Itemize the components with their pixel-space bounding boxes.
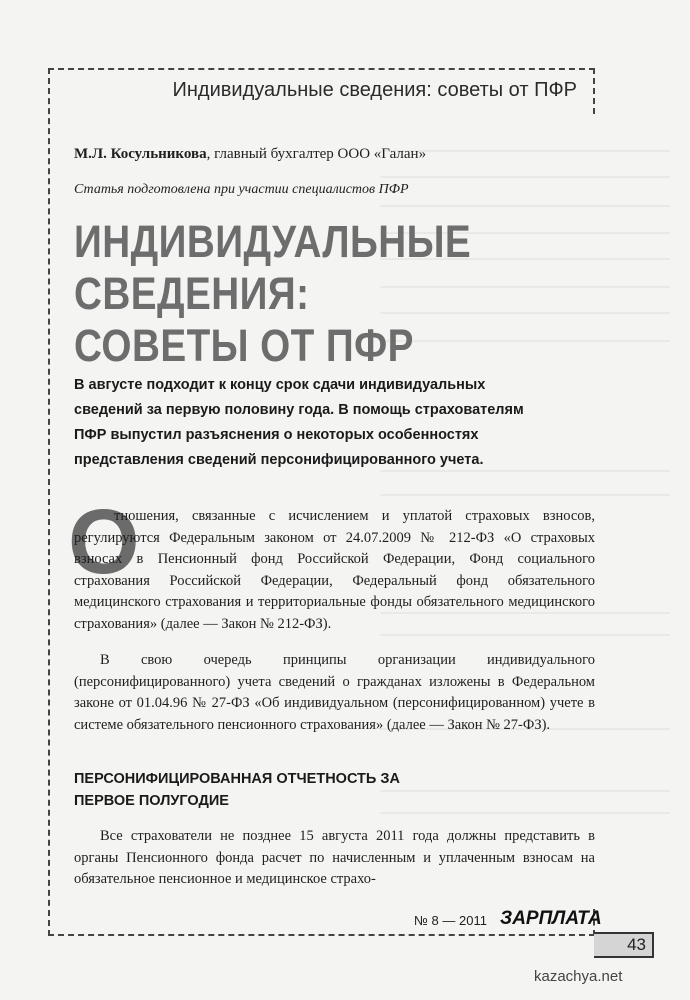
paragraph-2: В свою очередь принципы организации индивидуального (персонифицированного) учета сведений о гражданах изложены в Федеральном законе от 01.04.96 № 27-ФЗ «Об индивидуальном (персонифицированном) учете в системе обязательного пенсионного страхования» (далее — Закон № 27-ФЗ).: [74, 652, 595, 733]
page-number: 43: [627, 935, 646, 954]
bleed-through-line: [380, 812, 670, 814]
article-lead: В августе подходит к концу срок сдачи индивидуальных сведений за первую половину года. В помощь страхователям ПФР выпустил разъяснения о некоторых особенностях представления сведений персонифицированного учета.: [74, 377, 524, 468]
bleed-through-line: [380, 494, 670, 496]
watermark: kazachya.net: [534, 968, 623, 985]
paragraph-1: тношения, связанные с исчислением и уплатой страховых взносов, регулируются Федеральным законом от 24.07.2009 № 212-ФЗ «О страховых взносах в Пенсионный фонд Российской Федерации, Фонд социального страхования Российской Федерации, Федеральный фонд обязательного медицинского страхования и территориальные фонды обязательного медицинского страхования» (далее — Закон № 212-ФЗ).: [74, 508, 595, 632]
article-title: ИНДИВИДУАЛЬНЫЕ СВЕДЕНИЯ: СОВЕТЫ ОТ ПФР: [74, 216, 472, 371]
author-role: , главный бухгалтер ООО «Галан»: [206, 146, 427, 162]
running-header-title: Индивидуальные сведения: советы от ПФР: [172, 79, 577, 101]
paragraph-3: Все страхователи не позднее 15 августа 2011 года должны представить в органы Пенсионного фонда расчет по начисленным и уплаченным взносам на обязательное пенсионное и медицинское страхо-: [74, 828, 595, 887]
bleed-through-line: [380, 790, 670, 792]
bleed-through-line: [380, 176, 670, 178]
running-header: [48, 68, 595, 114]
author-line: [74, 146, 426, 163]
section-heading: ПЕРСОНИФИЦИРОВАННАЯ ОТЧЕТНОСТЬ ЗА ПЕРВОЕ ПОЛУГОДИЕ: [74, 771, 400, 809]
page-frame-left: [48, 68, 50, 936]
prepared-note: Статья подготовлена при участии специалистов ПФР: [74, 182, 409, 197]
magazine-brand: ЗАРПЛАТА: [500, 908, 602, 929]
author-name: М.Л. Косульникова: [74, 146, 207, 162]
drop-cap: О: [68, 491, 140, 593]
bleed-through-line: [380, 205, 670, 207]
page-number-box: [594, 932, 654, 958]
issue-number: № 8 — 2011: [414, 913, 487, 928]
